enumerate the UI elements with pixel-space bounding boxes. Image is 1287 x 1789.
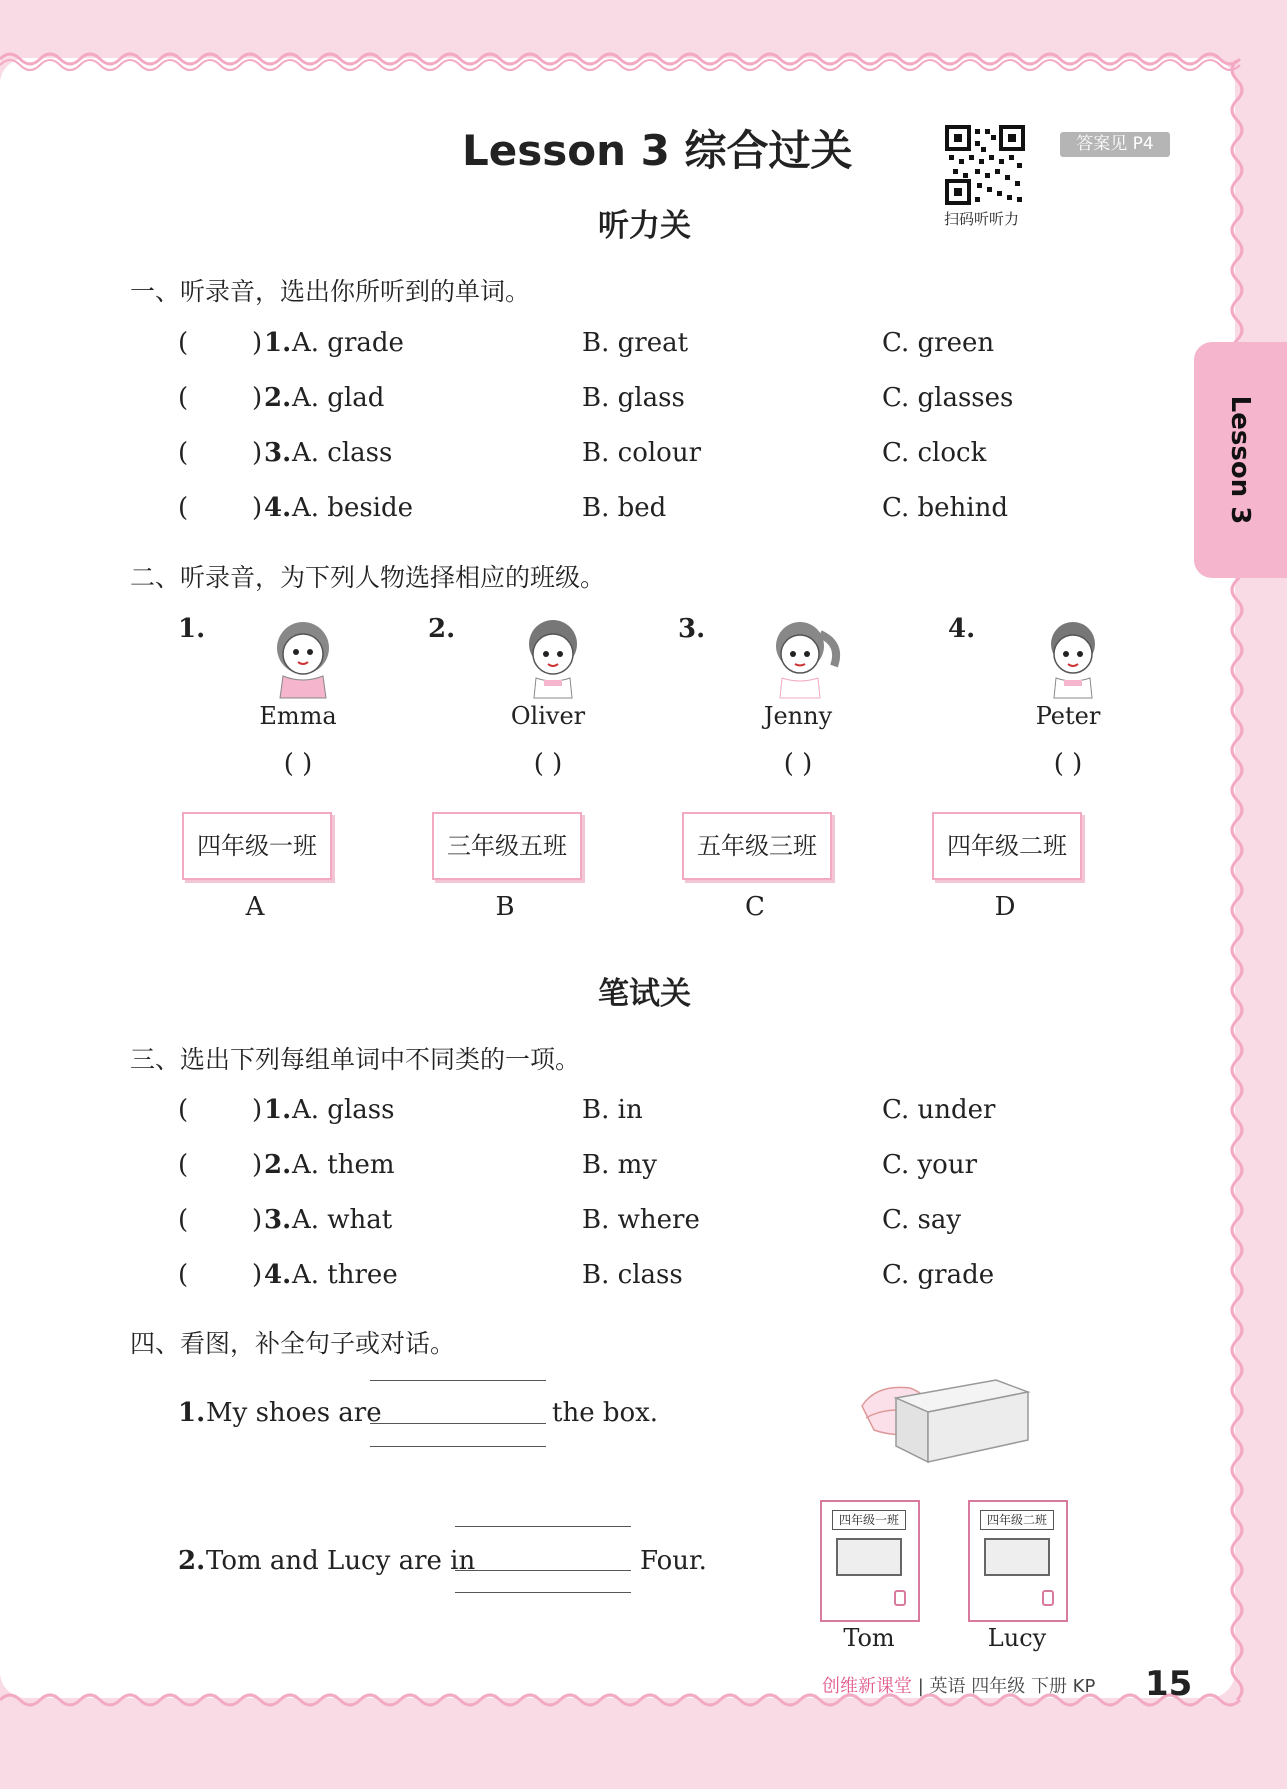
person-number: 2. (428, 614, 456, 644)
answer-paren-open: ( (178, 1150, 189, 1180)
question-number: 1. (264, 1095, 292, 1125)
option-b: B. glass (582, 383, 685, 413)
part2-instruction: 二、听录音，为下列人物选择相应的班级。 (130, 563, 606, 592)
part4-instruction: 四、看图，补全句子或对话。 (130, 1329, 456, 1358)
door-window (984, 1538, 1050, 1576)
question-number: 3. (264, 438, 292, 468)
person-number: 3. (678, 614, 706, 644)
class-letter: B (495, 892, 515, 922)
qr-code-icon[interactable] (945, 125, 1025, 205)
classroom-door (820, 1500, 920, 1622)
answer-paren-open: ( (178, 383, 189, 413)
person-name: Oliver (510, 702, 586, 730)
option-a: A. three (292, 1260, 398, 1290)
girl-face-icon (258, 614, 348, 699)
class-card: 四年级一班 (182, 812, 332, 880)
page-number: 15 (1145, 1664, 1193, 1704)
person-name: Emma (259, 702, 337, 730)
footer-book-info: | 英语 四年级 下册 KP (917, 1676, 1096, 1697)
answer-paren: ( ) (283, 749, 313, 779)
footer-brand: 创维新课堂 (822, 1676, 912, 1697)
answer-blank[interactable] (455, 1570, 631, 1571)
person-name: Peter (1035, 702, 1101, 730)
option-c: C. say (882, 1205, 962, 1235)
option-b: B. bed (582, 493, 667, 523)
person-number: 4. (948, 614, 976, 644)
option-a: A. what (292, 1205, 393, 1235)
answer-paren-close: ) (252, 493, 263, 523)
answer-paren: ( ) (1053, 749, 1083, 779)
option-a: A. beside (292, 493, 414, 523)
option-b: B. colour (582, 438, 701, 468)
option-b: B. class (582, 1260, 683, 1290)
option-c: C. behind (882, 493, 1008, 523)
option-a: A. class (292, 438, 393, 468)
page-title: Lesson 3 综合过关 (462, 126, 853, 175)
answer-paren-close: ) (252, 383, 263, 413)
option-c: C. glasses (882, 383, 1014, 413)
footer-info (822, 1672, 1095, 1698)
writing-guide-line (370, 1446, 546, 1447)
part1-instruction: 一、听录音，选出你所听到的单词。 (130, 277, 531, 306)
answer-badge: 答案见 P4 (1060, 132, 1170, 157)
writing-guide-line (370, 1380, 546, 1381)
option-b: B. where (582, 1205, 700, 1235)
part3-instruction: 三、选出下列每组单词中不同类的一项。 (130, 1045, 581, 1074)
wavy-border-right (1225, 60, 1255, 1700)
answer-paren-open: ( (178, 1095, 189, 1125)
sentence-text: the box. (552, 1398, 659, 1428)
listening-heading: 听力关 (598, 208, 691, 244)
wavy-border-top (0, 44, 1245, 74)
option-a: A. glad (292, 383, 385, 413)
class-letter: C (745, 892, 765, 922)
person-name: Jenny (763, 702, 833, 730)
answer-paren: ( ) (783, 749, 813, 779)
answer-paren-open: ( (178, 1205, 189, 1235)
side-lesson-tab (1194, 342, 1287, 578)
class-card: 四年级二班 (932, 812, 1082, 880)
option-a: A. glass (292, 1095, 395, 1125)
option-c: C. grade (882, 1260, 995, 1290)
answer-blank[interactable] (370, 1423, 546, 1424)
option-c: C. clock (882, 438, 987, 468)
door-sign: 四年级二班 (980, 1510, 1054, 1530)
class-letter: D (994, 892, 1016, 922)
question-number: 2. (264, 383, 292, 413)
answer-paren-open: ( (178, 438, 189, 468)
answer-paren-close: ) (252, 1260, 263, 1290)
writing-heading: 笔试关 (598, 976, 691, 1012)
answer-paren-close: ) (252, 328, 263, 358)
writing-guide-line (455, 1526, 631, 1527)
question-number: 4. (264, 493, 292, 523)
sentence-text: Tom and Lucy are in (206, 1546, 476, 1576)
boy-face-icon (508, 614, 598, 699)
answer-paren-close: ) (252, 1095, 263, 1125)
answer-paren-open: ( (178, 493, 189, 523)
option-c: C. your (882, 1150, 978, 1180)
door-owner-name: Lucy (987, 1624, 1047, 1652)
door-handle-icon (894, 1590, 906, 1606)
person-number: 1. (178, 614, 206, 644)
question-number: 4. (264, 1260, 292, 1290)
question-number: 2. (264, 1150, 292, 1180)
classroom-door (968, 1500, 1068, 1622)
door-sign: 四年级一班 (832, 1510, 906, 1530)
door-window (836, 1538, 902, 1576)
answer-paren: ( ) (533, 749, 563, 779)
option-b: B. my (582, 1150, 657, 1180)
option-a: A. grade (292, 328, 404, 358)
option-a: A. them (292, 1150, 395, 1180)
answer-paren-close: ) (252, 1205, 263, 1235)
question-number: 1. (264, 328, 292, 358)
shoes-and-box-illustration (856, 1358, 1032, 1468)
class-card: 三年级五班 (432, 812, 582, 880)
question-number: 1. (178, 1398, 206, 1428)
girl-ponytail-icon (758, 614, 848, 699)
sentence-text: My shoes are (206, 1398, 382, 1428)
side-tab-label: Lesson 3 (1225, 395, 1255, 525)
answer-paren-close: ) (252, 1150, 263, 1180)
qr-label: 扫码听听力 (944, 210, 1020, 228)
option-b: B. great (582, 328, 689, 358)
sentence-text: Four. (640, 1546, 707, 1576)
question-number: 2. (178, 1546, 206, 1576)
writing-guide-line (455, 1592, 631, 1593)
question-number: 3. (264, 1205, 292, 1235)
option-c: C. under (882, 1095, 996, 1125)
door-owner-name: Tom (843, 1624, 895, 1652)
class-card: 五年级三班 (682, 812, 832, 880)
boy-face-icon (1028, 614, 1118, 699)
option-c: C. green (882, 328, 995, 358)
class-letter: A (245, 892, 265, 922)
answer-paren-open: ( (178, 1260, 189, 1290)
answer-paren-close: ) (252, 438, 263, 468)
option-b: B. in (582, 1095, 643, 1125)
door-handle-icon (1042, 1590, 1054, 1606)
answer-paren-open: ( (178, 328, 189, 358)
